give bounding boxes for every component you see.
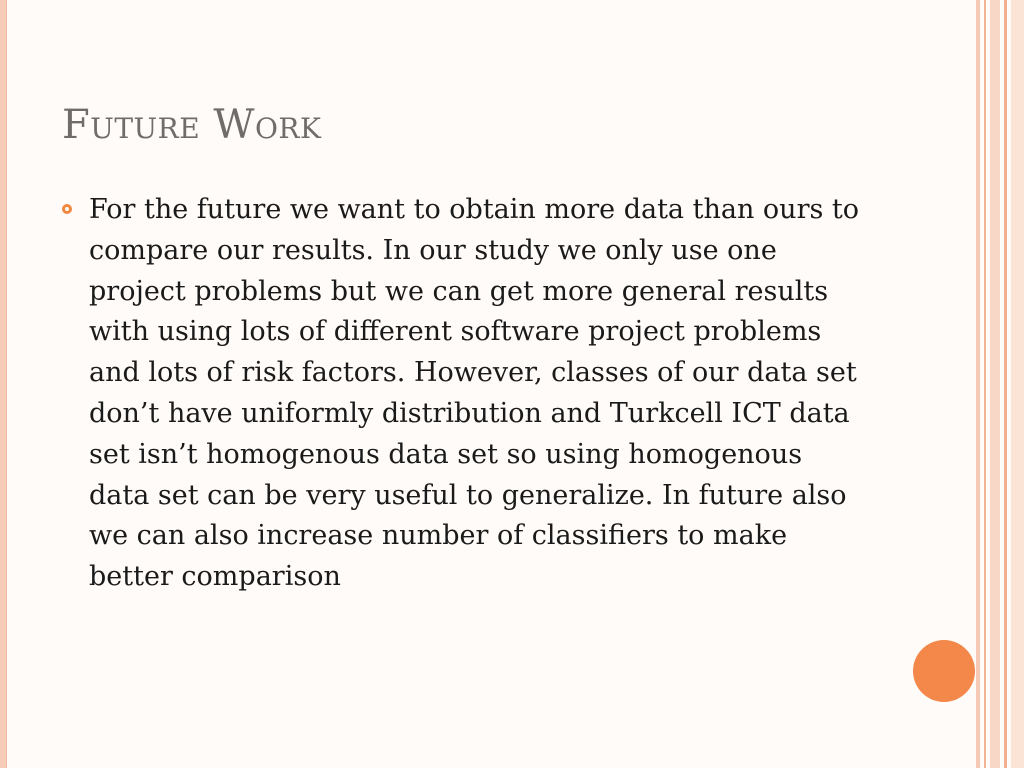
circle-bullet-icon bbox=[62, 204, 72, 214]
stripe bbox=[1011, 0, 1024, 768]
bullet-item bbox=[62, 190, 862, 598]
stripe bbox=[984, 0, 986, 768]
stripe bbox=[990, 0, 1000, 768]
bullet-text: For the future we want to obtain more data than ours to compare our results. In our study we only use one project problems but we can get more general results with using lots of different software project problems and lots of risk factors. However, classes of our data set don’t have uniformly distribution and Turkcell ICT data set isn’t homogenous data set so using homogenous data set can be very useful to generalize. In future also we can also increase number of classifiers to make better comparison bbox=[89, 194, 860, 593]
slide-title: Future Work bbox=[62, 102, 322, 148]
stripe bbox=[1004, 0, 1007, 768]
stripe bbox=[976, 0, 980, 768]
right-stripe-decoration bbox=[976, 0, 1024, 768]
accent-circle-decoration bbox=[913, 640, 975, 702]
left-border-decoration bbox=[0, 0, 7, 768]
